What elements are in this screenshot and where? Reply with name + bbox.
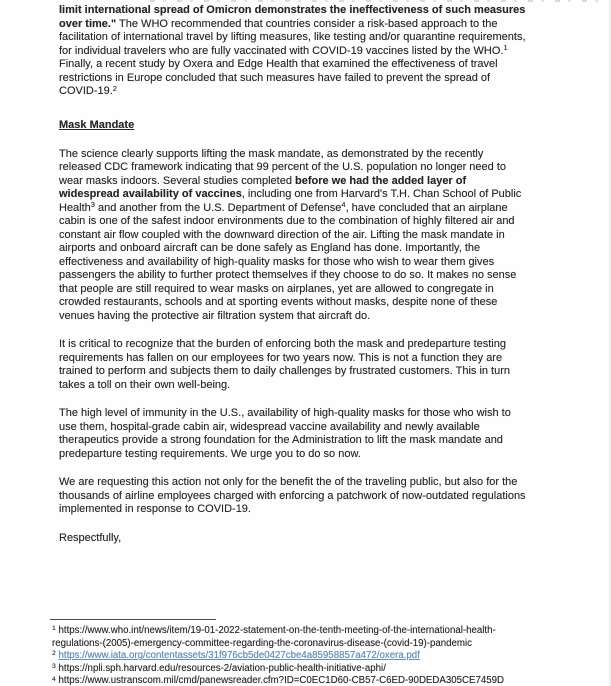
footnote-ref: 3	[90, 200, 95, 209]
footnote-number: 3	[52, 662, 56, 670]
text-line	[59, 503, 581, 517]
bold-text: over time."	[59, 17, 117, 30]
text-segment: effectiveness and availability of high-quality masks for those who wish to wear them gives	[59, 255, 495, 268]
text-segment: COVID-19.	[59, 85, 113, 97]
closing-salutation	[59, 532, 581, 546]
text-line	[59, 296, 581, 310]
text-line	[59, 490, 581, 504]
text-line	[59, 202, 581, 216]
text-segment: thousands of airline employees charged with enforcing a patchwork of now-outdated regulations	[59, 489, 526, 502]
text-line	[59, 4, 581, 18]
footnote-url-text: https://www.who.int/news/item/19-01-2022-statement-on-the-tenth-meeting-of-the-international-health-	[58, 625, 496, 636]
text-line	[59, 365, 581, 379]
text-line	[59, 45, 581, 59]
footnote-number: 4	[52, 675, 56, 683]
footnote-ref: 4	[341, 200, 346, 209]
text-line	[59, 18, 581, 32]
text-segment: Respectfully,	[59, 531, 122, 544]
clipped-text-remnant-top	[150, 0, 607, 2]
text-line	[59, 434, 581, 448]
text-segment: Health	[59, 201, 91, 214]
text-segment: , including one from Harvard's T.H. Chan School of Public	[241, 188, 522, 200]
text-line	[59, 269, 581, 283]
text-segment: released CDC framework indicating that 99 percent of the U.S. population no longer need to	[59, 161, 506, 173]
mask-mandate-heading	[59, 115, 581, 133]
text-line	[59, 379, 581, 393]
footnote-line	[52, 663, 581, 676]
text-line	[59, 448, 581, 462]
footnote-ref: 2	[112, 83, 117, 93]
employee-burden-paragraph	[59, 338, 581, 392]
text-segment: constant air flow coupled with the downward direction of the air. Lifting the mask mandate in	[59, 228, 505, 241]
text-segment: facilitation of international travel by lifting measures, like testing and/or quarantine requirements,	[59, 31, 526, 43]
text-line	[59, 476, 581, 490]
who-travel-paragraph	[59, 4, 581, 99]
footnote-number: 1	[52, 625, 56, 633]
text-line	[59, 338, 581, 352]
text-line	[59, 283, 581, 297]
text-line	[59, 161, 581, 175]
text-segment: predeparture testing requirements. We urge you to do so now.	[59, 447, 361, 460]
text-line	[59, 148, 581, 162]
text-segment: venues having the protective air filtration system that aircraft do.	[59, 309, 371, 322]
bold-text: before we had the added layer of	[295, 174, 467, 187]
text-line	[59, 215, 581, 229]
text-segment: crowded restaurants, schools and at sporting events without masks, despite none of these	[59, 296, 498, 308]
text-segment: for individual travelers who are fully vaccinated with COVID-19 vaccines listed by the WHO.	[59, 44, 504, 57]
footnote-number: 2	[52, 650, 56, 658]
text-line	[59, 421, 581, 435]
text-segment: use them, hospital-grade cabin air, widespread vaccine availability and newly available	[59, 420, 480, 433]
text-segment: trained to perform and subjects them to daily challenges by frustrated customers. This in turn	[59, 365, 511, 377]
text-segment: airports and onboard aircraft can be done safely as England has done. Importantly, the	[59, 242, 481, 254]
text-segment: Finally, a recent study by Oxera and Edge Health that examined the effectiveness of travel	[59, 58, 498, 70]
bold-text: widespread availability of vaccines	[59, 188, 242, 200]
footnote-line	[52, 650, 581, 663]
text-segment: The WHO recommended that countries consider a risk-based approach to the	[116, 17, 498, 30]
text-line	[59, 256, 581, 270]
text-segment: requirements has fallen on our employees for two years now. This is not a function they are	[59, 351, 503, 364]
footnote-url-link[interactable]: https://www.iata.org/contentassets/31f976cb5de0427cbe4a85958857a472/oxera.pdf	[58, 650, 420, 662]
footnote-line	[52, 625, 581, 638]
footnote-url-text: https://www.ustranscom.mil/cmd/panewsreader.cfm?ID=C0EC1D60-CB57-C6ED-90DEDA305CE7459D	[58, 675, 505, 686]
text-segment: implemented in response to COVID-19.	[59, 503, 251, 515]
text-segment: The high level of immunity in the U.S., availability of high-quality masks for those who wish to	[59, 407, 511, 419]
text-segment: wear masks indoors. Several studies completed	[59, 174, 295, 187]
text-line	[59, 532, 581, 546]
text-line	[59, 407, 581, 421]
text-segment: that people are still required to wear masks on airplanes, yet are allowed to congregate in	[59, 282, 494, 295]
text-line	[59, 58, 581, 72]
footnote-separator	[50, 619, 216, 620]
text-segment: therapeutics provide a strong foundation for the Administration to lift the mask mandate and	[59, 434, 503, 446]
text-segment: We are requesting this action not only for the benefit the of the traveling public, but also for the	[59, 476, 518, 488]
section-heading-text: Mask Mandate	[59, 118, 135, 131]
text-line	[59, 188, 581, 202]
immunity-paragraph	[59, 407, 581, 461]
footnote-url-text: https://npli.sph.harvard.edu/resources-2/aviation-public-health-initiative-aphi/	[58, 662, 386, 674]
text-segment: It is critical to recognize that the burden of enforcing both the mask and predeparture testing	[59, 338, 506, 350]
text-line	[59, 352, 581, 366]
footnote-url-text: regulations-(2005)-emergency-committee-regarding-the-coronavirus-disease-(covid-19)-pandemic	[52, 637, 472, 649]
footnote-ref: 1	[503, 43, 508, 52]
text-segment: restrictions in Europe concluded that such measures have failed to prevent the spread of	[59, 71, 491, 84]
text-segment: cabin is one of the safest indoor environments due to the combination of highly filtered air and	[59, 215, 515, 227]
footnotes-section	[52, 625, 581, 686]
mask-science-paragraph	[59, 148, 581, 324]
text-line	[59, 72, 581, 86]
request-paragraph	[59, 476, 581, 517]
text-segment: and another from the U.S. Department of Defense	[94, 201, 342, 214]
text-line	[59, 310, 581, 324]
footnote-line	[52, 638, 581, 651]
text-segment: The science clearly supports lifting the mask mandate, as demonstrated by the recently	[59, 147, 484, 160]
text-segment: , have concluded that an airplane	[345, 201, 508, 214]
footnote-line	[52, 675, 581, 686]
text-line	[59, 175, 581, 189]
bold-text: limit international spread of Omicron demonstrates the ineffectiveness of such measures	[59, 4, 526, 16]
text-line	[59, 229, 581, 243]
text-line	[59, 85, 581, 99]
text-segment: takes a toll on their own well-being.	[59, 378, 231, 391]
text-line	[59, 242, 581, 256]
text-segment: passengers the ability to further protect themselves if they choose to do so. It makes no sense	[59, 269, 517, 281]
